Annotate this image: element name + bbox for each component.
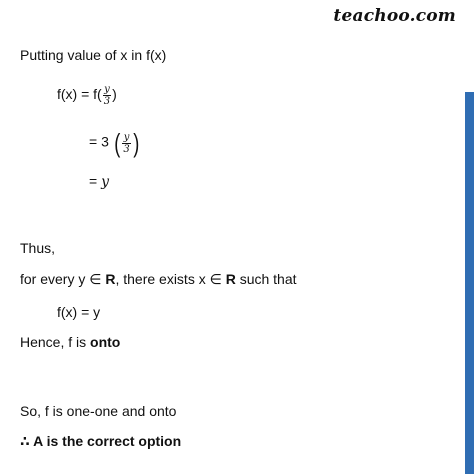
accent-bar xyxy=(465,92,474,474)
eq1-denominator: 3 xyxy=(103,96,111,107)
eq2-denominator: 3 xyxy=(123,143,130,155)
eq3-left: = xyxy=(89,173,98,189)
hence-onto-statement xyxy=(20,333,120,351)
brand-logo: teachoo.com xyxy=(333,6,456,26)
thus-text: Thus, xyxy=(20,240,56,256)
eq2-open-paren: ( xyxy=(114,128,121,158)
one-one-onto-statement: So, f is one-one and onto xyxy=(20,403,177,419)
eq2-fraction xyxy=(122,132,130,155)
eq2-numerator: y xyxy=(123,131,130,143)
eq1-left: f(x) = f( xyxy=(57,86,102,103)
for-every-mid: , there exists x ∈ xyxy=(115,271,226,287)
equation-equals-y xyxy=(89,172,109,191)
for-every-pre: for every y ∈ xyxy=(20,271,106,287)
putting-value-text: Putting value of x in f(x) xyxy=(20,47,167,63)
equation-fx-substitution xyxy=(57,84,117,107)
eq3-variable: y xyxy=(101,174,109,190)
onto-word: onto xyxy=(90,334,121,350)
eq1-fraction xyxy=(103,84,111,107)
equation-three-times xyxy=(89,130,140,156)
eq1-right: ) xyxy=(112,86,117,103)
correct-option-conclusion: ∴ A is the correct option xyxy=(20,433,182,449)
for-every-post: such that xyxy=(235,271,297,287)
real-set-symbol: R xyxy=(105,271,116,287)
for-every-statement xyxy=(20,270,297,288)
fx-equals-y: f(x) = y xyxy=(57,304,101,320)
real-set-symbol-2: R xyxy=(225,271,236,287)
eq2-close-paren: ) xyxy=(133,128,140,158)
eq1-numerator: y xyxy=(104,84,110,95)
eq2-left: = 3 xyxy=(89,133,109,150)
hence-pre: Hence, f is xyxy=(20,334,91,350)
